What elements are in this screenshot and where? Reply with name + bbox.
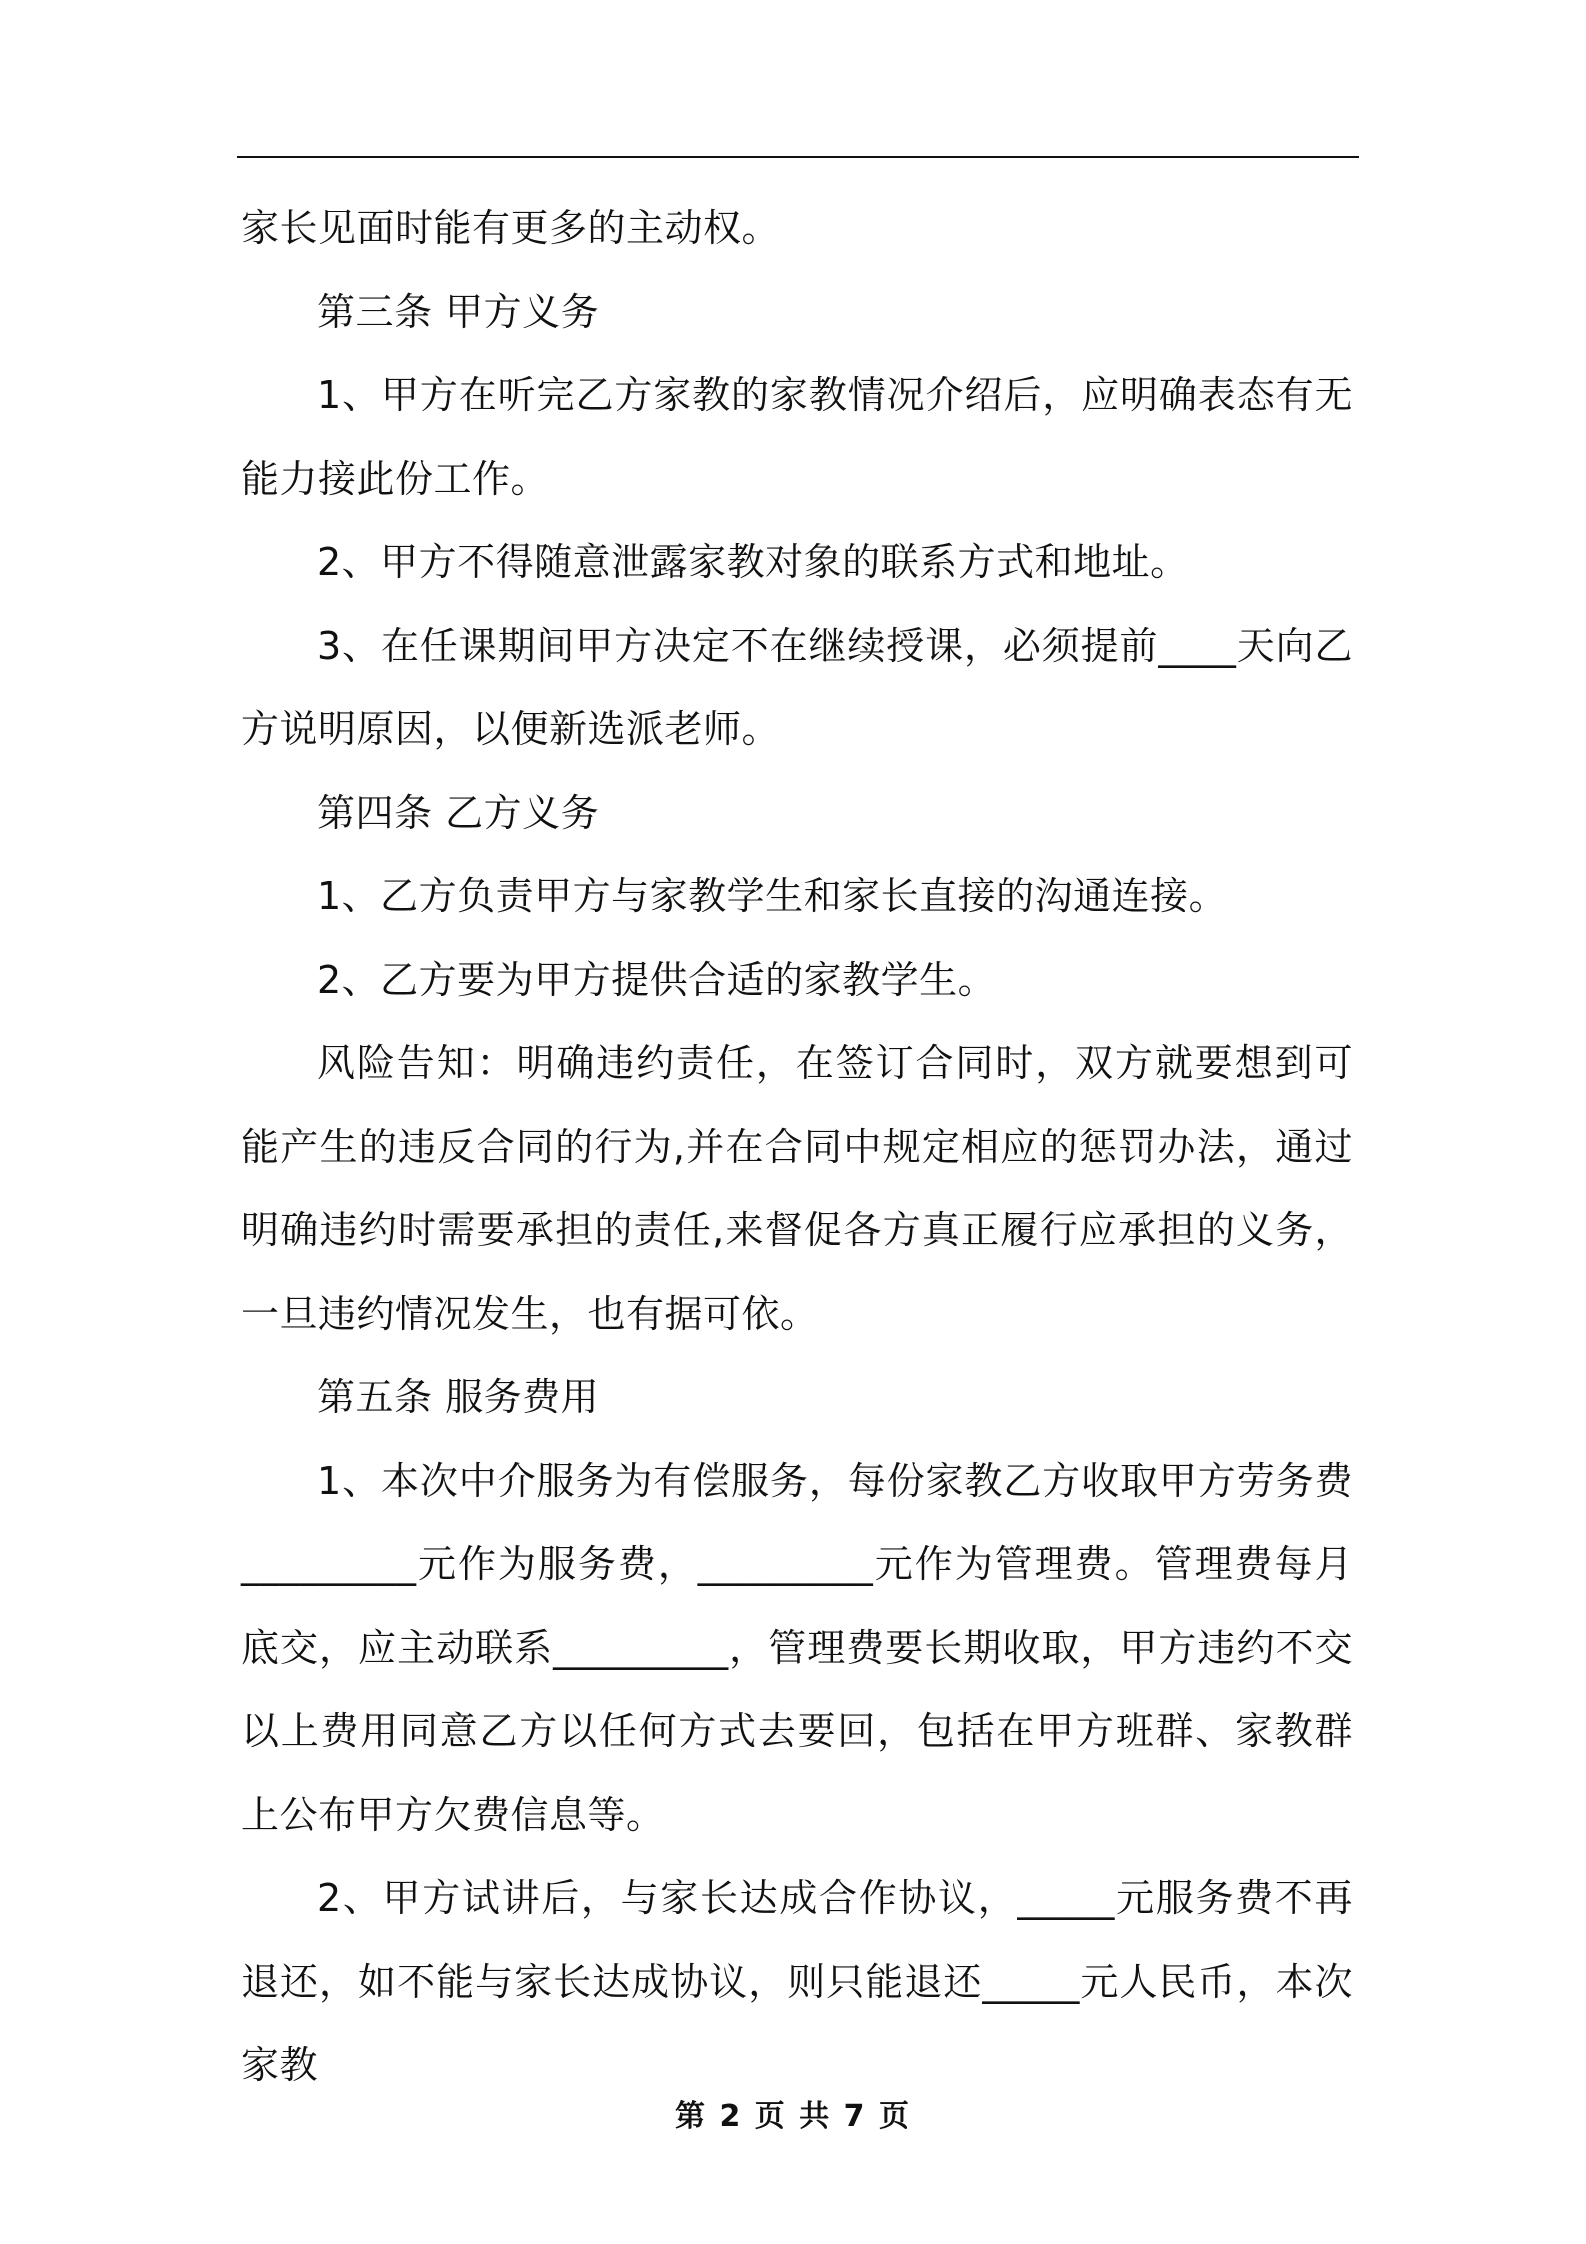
section-heading-article-5: 第五条 服务费用 [317, 1375, 600, 1419]
paragraph-3: 1、甲方在听完乙方家教的家教情况介绍后，应明确表态有无能力接此份工作。 [241, 373, 1353, 501]
paragraph-8: 2、乙方要为甲方提供合适的家教学生。 [317, 957, 997, 1002]
paragraph-11: 1、本次中介服务为有偿服务，每份家教乙方收取甲方劳务费_________元作为服务费，_________元作为管理费。管理费每月底交，应主动联系_________，管理费要长期收取，甲方违约不交以上费用同意乙方以任何方式去要回，包括在甲方班群、家教群上公布甲方欠费信息等。 [241, 1458, 1353, 1837]
risk-notice-paragraph: 风险告知：明确违约责任，在签订合同时，双方就要想到可能产生的违反合同的行为,并在合同中规定相应的惩罚办法，通过明确违约时需要承担的责任,来督促各方真正履行应承担的义务，一旦违约情况发生，也有据可依。 [241, 1041, 1353, 1336]
body-text [241, 187, 1353, 2108]
section-heading-article-3: 第三条 甲方义务 [317, 289, 600, 334]
paragraph-7: 1、乙方负责甲方与家教学生和家长直接的沟通连接。 [317, 874, 1228, 918]
paragraph-5: 3、在任课期间甲方决定不在继续授课，必须提前____天向乙方说明原因，以便新选派老师。 [241, 623, 1353, 751]
paragraph-1: 家长见面时能有更多的主动权。 [241, 206, 781, 250]
section-heading-article-4: 第四条 乙方义务 [317, 790, 600, 835]
page-number-footer: 第 2 页 共 7 页 [675, 2099, 911, 2134]
header-rule [237, 156, 1359, 158]
paragraph-12: 2、甲方试讲后，与家长达成合作协议，_____元服务费不再退还，如不能与家长达成协议，则只能退还_____元人民币，本次家教 [241, 1876, 1353, 2087]
paragraph-4: 2、甲方不得随意泄露家教对象的联系方式和地址。 [317, 540, 1189, 584]
